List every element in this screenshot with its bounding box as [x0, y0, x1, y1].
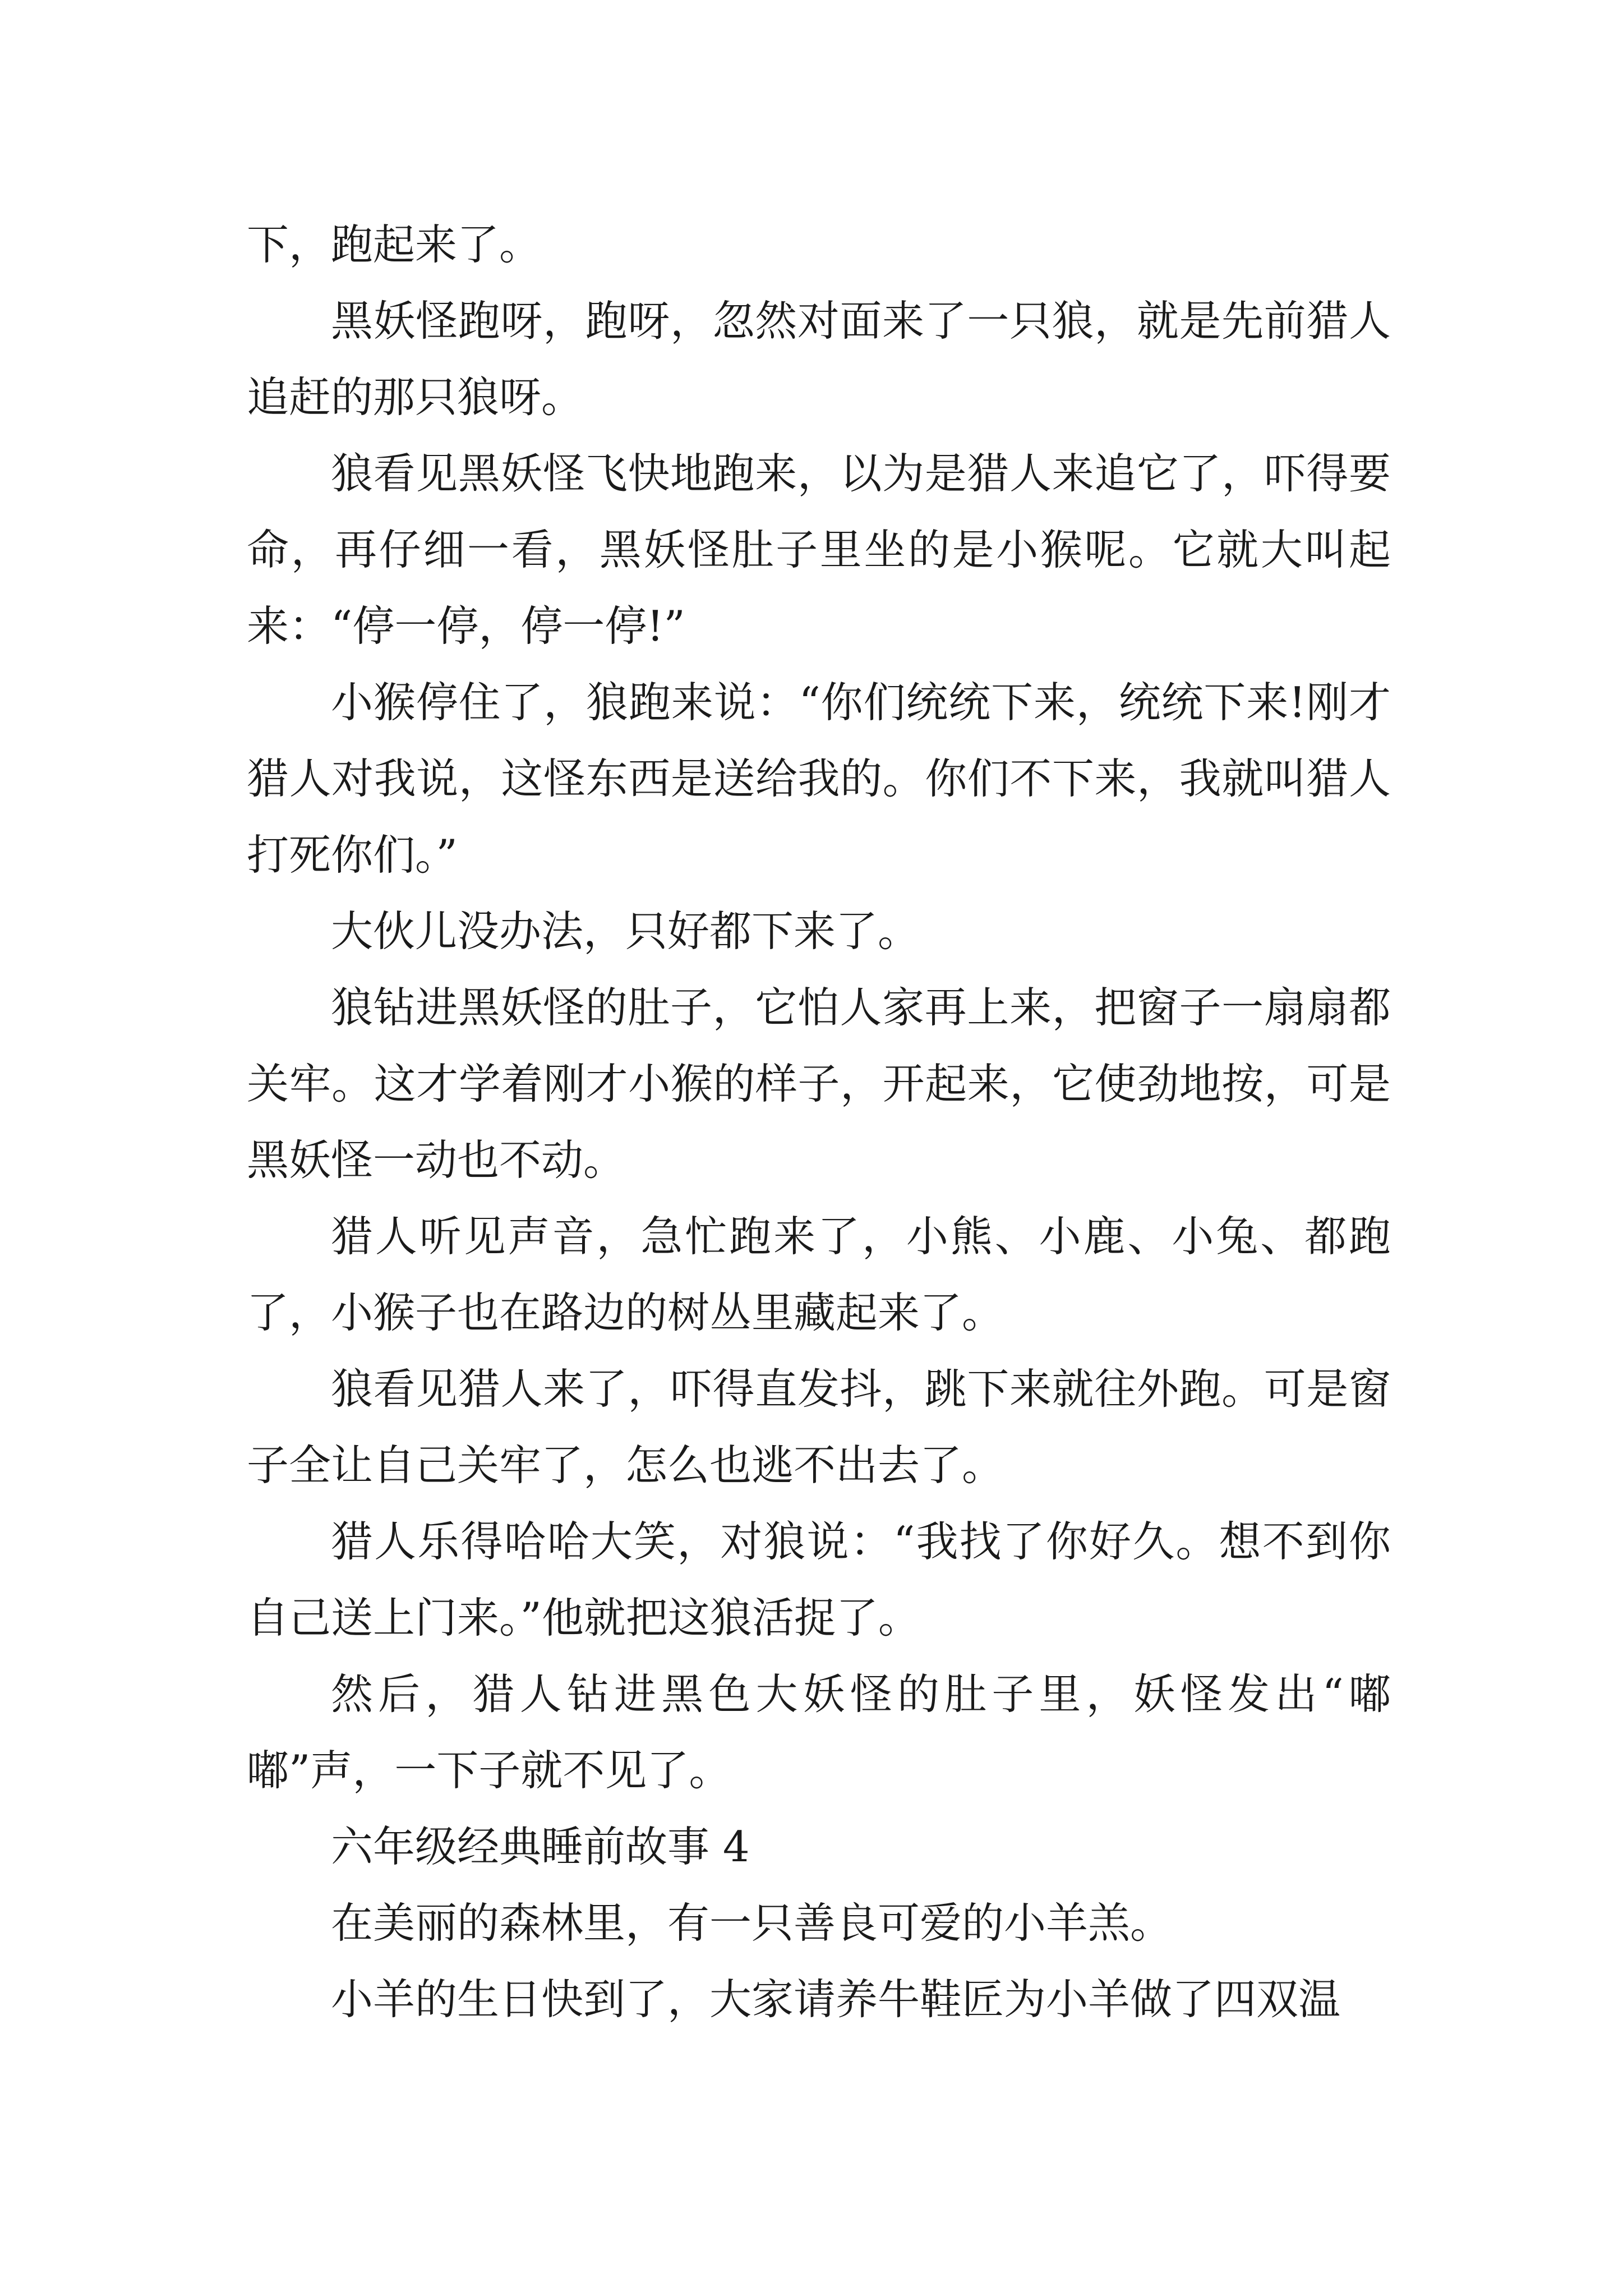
paragraph: 黑妖怪跑呀，跑呀，忽然对面来了一只狼，就是先前猎人追赶的那只狼呀。 — [247, 296, 1391, 422]
section-heading: 六年级经典睡前故事 4 — [331, 1822, 750, 1871]
paragraph: 猎人乐得哈哈大笑，对狼说：“我找了你好久。想不到你自己送上门来。”他就把这狼活捉了。 — [247, 1517, 1391, 1642]
document-body — [247, 206, 1391, 2037]
paragraph: 在美丽的森林里，有一只善良可爱的小羊羔。 — [331, 1898, 1173, 1948]
paragraph: 大伙儿没办法，只好都下来了。 — [331, 907, 920, 956]
paragraph: 然后，猎人钻进黑色大妖怪的肚子里，妖怪发出“嘟嘟”声，一下子就不见了。 — [247, 1669, 1391, 1795]
paragraph: 猎人听见声音，急忙跑来了，小熊、小鹿、小兔、都跑了，小猴子也在路边的树丛里藏起来了。 — [247, 1212, 1391, 1337]
paragraph: 下，跑起来了。 — [247, 220, 542, 269]
paragraph: 小羊的生日快到了，大家请养牛鞋匠为小羊做了四双温 — [331, 1975, 1341, 2024]
paragraph: 狼钻进黑妖怪的肚子，它怕人家再上来，把窗子一扇扇都关牢。这才学着刚才小猴的样子，开起来，它使劲地按，可是黑妖怪一动也不动。 — [247, 983, 1391, 1185]
paragraph: 狼看见黑妖怪飞快地跑来，以为是猎人来追它了，吓得要命，再仔细一看，黑妖怪肚子里坐的是小猴呢。它就大叫起来：“停一停，停一停!” — [247, 449, 1391, 651]
paragraph: 狼看见猎人来了，吓得直发抖，跳下来就往外跑。可是窗子全让自己关牢了，怎么也逃不出去了。 — [247, 1364, 1391, 1490]
paragraph: 小猴停住了，狼跑来说：“你们统统下来，统统下来!刚才猎人对我说，这怪东西是送给我的。你们不下来，我就叫猎人打死你们。” — [247, 678, 1391, 880]
